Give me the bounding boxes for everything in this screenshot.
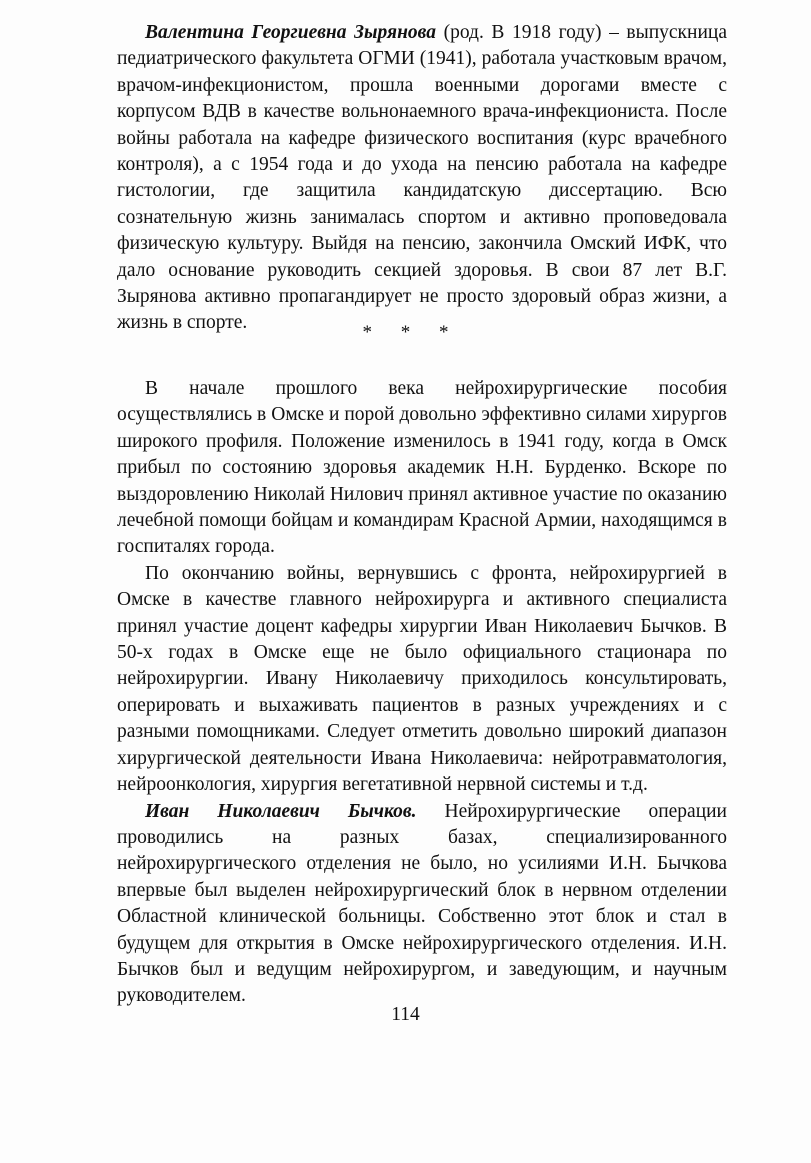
section-separator: * * * (362, 322, 461, 343)
biography-paragraph (117, 20, 727, 337)
person-name-bychkov: Иван Николаевич Бычков. (145, 800, 417, 822)
bychkov-text: Нейрохирургические операции проводились на разных базах, специализированного нейрохирургического отделения не было, но усилиями И.Н. Бычкова впервые был выделен нейрохирургический блок в нервном отделении Областной клинической больницы. Собственно этот блок и стал в будущем для открытия в Омске нейрохирургического отделения. И.Н. Бычков был и ведущим нейрохирургом, и заведующим, и научным руководителем. (117, 800, 727, 1007)
biography-text: (род. В 1918 году) – выпускница педиатрического факультета ОГМИ (1941), работала участковым врачом, врачом-инфекционистом, прошла военными дорогами вместе с корпусом ВДВ в качестве вольнонаемного врача-инфекциониста. После войны работала на кафедре физического воспитания (курс врачебного контроля), а с 1954 года и до ухода на пенсию работала на кафедре гистологии, где защитила кандидатскую диссертацию. Всю сознательную жизнь занималась спортом и активно проповедовала физическую культуру. Выйдя на пенсию, закончила Омский ИФК, что дало основание руководить секцией здоровья. В свои 87 лет В.Г. Зырянова активно пропагандирует не просто здоровый образ жизни, а жизнь в спорте. (117, 22, 727, 334)
paragraph-burdenko: В начале прошлого века нейрохирургические пособия осуществлялись в Омске и порой довольно эффективно силами хирургов широкого профиля. Положение изменилось в 1941 году, когда в Омск прибыл по состоянию здоровья академик Н.Н. Бурденко. Вскоре по выздоровлению Николай Нилович принял активное участие по оказанию лечебной помощи бойцам и командирам Красной Армии, находящимся в госпиталях города. (117, 378, 727, 558)
main-text-block (117, 376, 727, 1010)
paragraph-postwar: По окончанию войны, вернувшись с фронта, нейрохирургией в Омске в качестве главного нейрохирурга и активного специалиста принял участие доцент кафедры хирургии Иван Николаевич Бычков. В 50-х годах в Омске еще не было официального стационара по нейрохирургии. Ивану Николаевичу приходилось консультировать, оперировать и выхаживать пациентов в разных учреждениях и с разными помощниками. Следует отметить довольно широкий диапазон хирургической деятельности Ивана Николаевича: нейротравматология, нейроонкология, хирургия вегетативной нервной системы и т.д. (117, 562, 727, 796)
biography-block (117, 20, 727, 337)
page-number: 114 (391, 1004, 420, 1025)
person-name-zyryanova: Валентина Георгиевна Зырянова (145, 22, 436, 43)
paragraph-bychkov (117, 799, 727, 1010)
